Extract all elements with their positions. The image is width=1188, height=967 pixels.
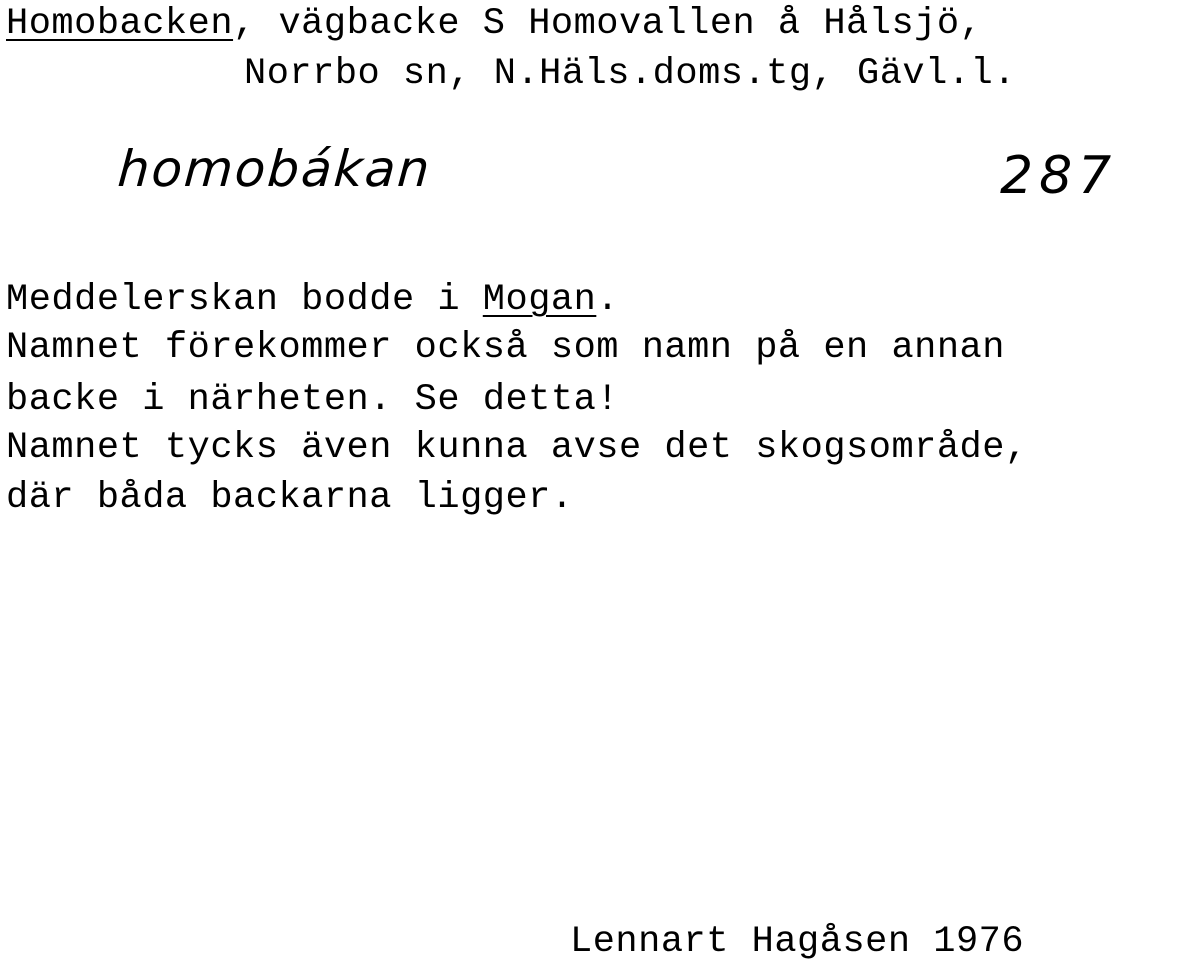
body-line-3: backe i närheten. Se detta! bbox=[6, 379, 619, 421]
phonetic-transcription: homobákan bbox=[115, 140, 434, 198]
body-line-1 bbox=[6, 278, 619, 322]
card-number: 287 bbox=[1000, 146, 1118, 206]
body-line-2: Namnet förekommer också som namn på en annan bbox=[6, 327, 1005, 369]
body-line-5: där båda backarna ligger. bbox=[6, 477, 574, 519]
header-line-2: Norrbo sn, N.Häls.doms.tg, Gävl.l. bbox=[244, 53, 1016, 95]
header-line-1 bbox=[6, 2, 982, 46]
author-signature: Lennart Hagåsen 1976 bbox=[570, 921, 1025, 963]
body-line-4: Namnet tycks även kunna avse det skogsområde, bbox=[6, 427, 1028, 469]
place-name: Homobacken bbox=[6, 3, 234, 45]
place-description: , vägbacke S Homovallen å Hålsjö, bbox=[233, 3, 983, 45]
body-line-1-end: . bbox=[596, 279, 620, 321]
informant-place: Mogan bbox=[482, 279, 597, 321]
informant-text: Meddelerskan bodde i bbox=[6, 279, 483, 321]
